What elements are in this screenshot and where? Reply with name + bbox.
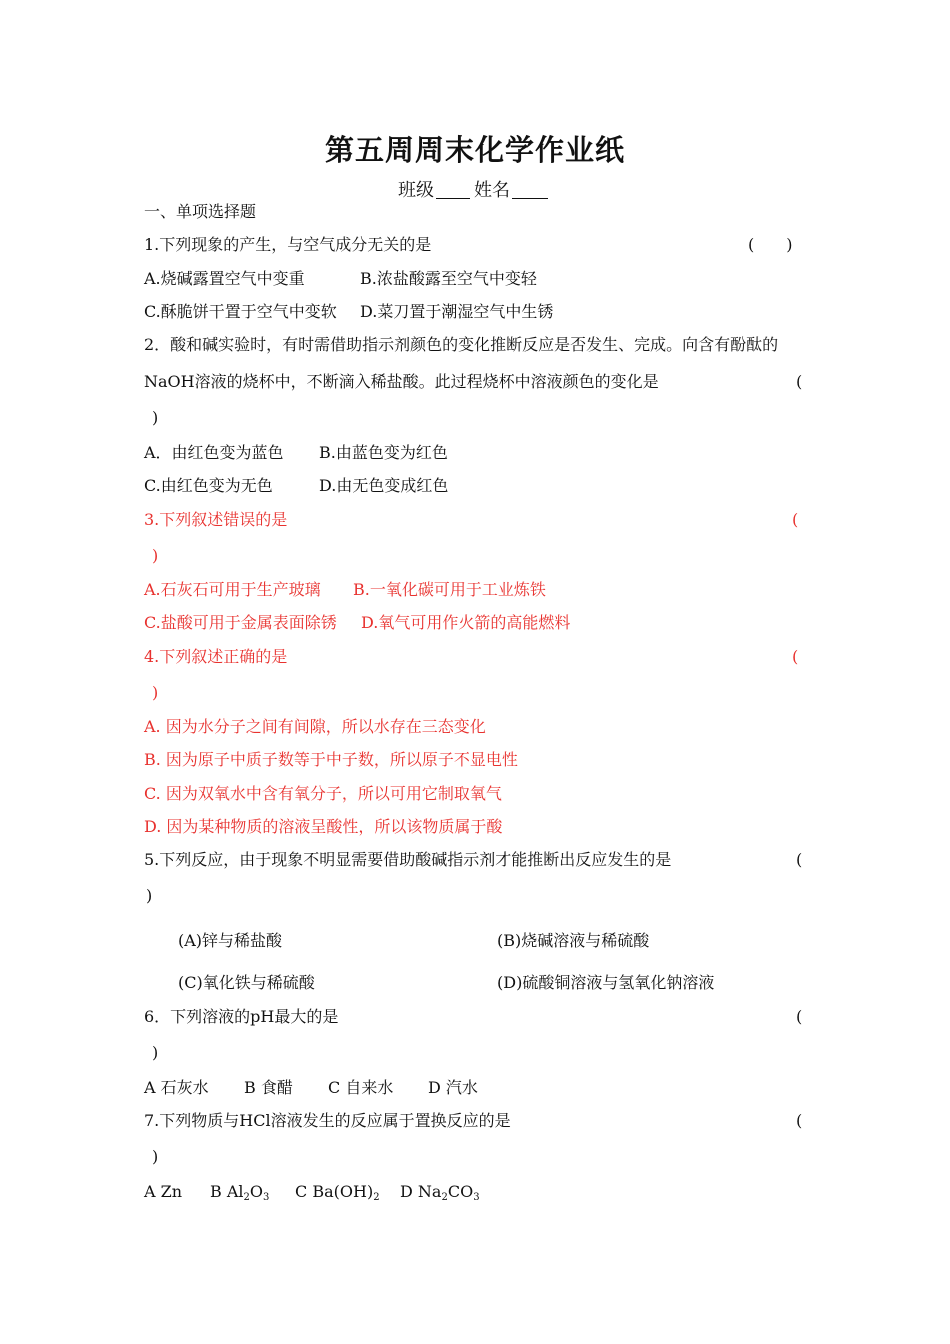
q2-option-d: D.由无色变成红色 <box>319 476 449 495</box>
q4-option-d: D. 因为某种物质的溶液呈酸性，所以该物质属于酸 <box>144 817 503 836</box>
q7-option-a: A Zn <box>144 1182 183 1201</box>
q1-stem: 1.下列现象的产生，与空气成分无关的是 <box>144 235 432 254</box>
q4-option-a: A. 因为水分子之间有间隙，所以水存在三态变化 <box>144 717 486 736</box>
q3-option-c: C.盐酸可用于金属表面除锈 <box>144 613 337 632</box>
q5-option-d: (D)硫酸铜溶液与氢氧化钠溶液 <box>497 973 715 992</box>
name-label: 姓名 <box>474 180 510 201</box>
class-label: 班级 <box>398 180 434 201</box>
q7-stem: 7.下列物质与HCl溶液发生的反应属于置换反应的是 <box>144 1111 511 1130</box>
q7-option-d-sub1: 2 <box>441 1192 448 1203</box>
q1-option-a: A.烧碱露置空气中变重 <box>144 269 305 288</box>
q6-paren-close: ) <box>152 1043 159 1062</box>
q2-stem-line2: NaOH溶液的烧杯中，不断滴入稀盐酸。此过程烧杯中溶液颜色的变化是 <box>144 372 659 391</box>
q4-paren-close: ) <box>152 683 159 702</box>
class-name-line <box>0 176 950 202</box>
q6-stem: 6．下列溶液的pH最大的是 <box>144 1007 339 1026</box>
q7-option-b-mid: O <box>249 1182 264 1201</box>
q7-option-c <box>295 1182 400 1208</box>
q1-option-c: C.酥脆饼干置于空气中变软 <box>144 302 337 321</box>
q7-paren-open[interactable]: ( <box>796 1111 803 1130</box>
q4-stem: 4.下列叙述正确的是 <box>144 647 288 666</box>
q3-option-a: A.石灰石可用于生产玻璃 <box>144 580 321 599</box>
section-heading: 一、单项选择题 <box>144 202 257 221</box>
q3-stem: 3.下列叙述错误的是 <box>144 510 288 529</box>
q4-option-b: B. 因为原子中质子数等于中子数，所以原子不显电性 <box>144 750 518 769</box>
q6-option-a: A 石灰水 <box>144 1078 209 1097</box>
q5-stem: 5.下列反应，由于现象不明显需要借助酸碱指示剂才能推断出反应发生的是 <box>144 850 672 869</box>
q5-paren-open[interactable]: ( <box>796 850 803 869</box>
class-blank[interactable] <box>436 180 470 199</box>
q6-paren-open[interactable]: ( <box>796 1007 803 1026</box>
q6-option-b: B 食醋 <box>244 1078 293 1097</box>
q7-paren-close: ) <box>152 1147 159 1166</box>
q7-option-d <box>400 1182 480 1208</box>
q5-option-a: (A)锌与稀盐酸 <box>178 931 283 950</box>
q3-option-d: D.氧气可用作火箭的高能燃料 <box>361 613 571 632</box>
q7-option-d-mid: CO <box>447 1182 474 1201</box>
q6-options-row <box>144 1078 478 1098</box>
q7-option-b <box>210 1182 295 1208</box>
q7-option-d-text: D Na <box>400 1182 442 1201</box>
q6-option-d: D 汽水 <box>428 1078 478 1097</box>
q2-paren-close: ) <box>152 408 159 427</box>
q2-options-row1 <box>144 443 448 463</box>
q7-options-row <box>144 1182 480 1208</box>
q2-stem-line1: 2．酸和碱实验时，有时需借助指示剂颜色的变化推断反应是否发生、完成。向含有酚酞的 <box>144 335 779 354</box>
q3-options-row2 <box>144 613 570 633</box>
q3-option-b: B.一氧化碳可用于工业炼铁 <box>353 580 546 599</box>
q7-option-d-sub2: 3 <box>473 1192 480 1203</box>
q7-option-b-sub2: 3 <box>263 1192 270 1203</box>
q1-option-d: D.菜刀置于潮湿空气中生锈 <box>360 302 554 321</box>
q5-paren-close: ) <box>146 886 153 905</box>
page-title: 第五周周末化学作业纸 <box>324 133 625 167</box>
q1-option-b: B.浓盐酸露至空气中变轻 <box>360 269 537 288</box>
q2-option-c: C.由红色变为无色 <box>144 476 273 495</box>
q7-option-c-text: C Ba(OH) <box>295 1182 374 1201</box>
q2-option-a: A．由红色变为蓝色 <box>144 443 284 462</box>
q5-option-b: (B)烧碱溶液与稀硫酸 <box>497 931 650 950</box>
q7-option-c-sub: 2 <box>373 1192 380 1203</box>
q2-paren-open[interactable]: ( <box>796 372 803 391</box>
q2-options-row2 <box>144 476 448 496</box>
q2-option-b: B.由蓝色变为红色 <box>319 443 448 462</box>
q7-option-b-sub1: 2 <box>243 1192 250 1203</box>
q5-option-c: (C)氧化铁与稀硫酸 <box>178 973 315 992</box>
q6-option-c: C 自来水 <box>328 1078 394 1097</box>
q4-paren-open[interactable]: ( <box>792 647 799 666</box>
q7-option-b-text: B Al <box>210 1182 244 1201</box>
q3-paren-open[interactable]: ( <box>792 510 799 529</box>
q1-answer-paren[interactable]: ( ) <box>748 235 793 254</box>
q4-option-c: C. 因为双氧水中含有氧分子，所以可用它制取氧气 <box>144 784 502 803</box>
q3-paren-close: ) <box>152 546 159 565</box>
name-blank[interactable] <box>512 180 548 199</box>
q1-options-row1 <box>144 269 537 289</box>
q1-options-row2 <box>144 302 553 322</box>
q3-options-row1 <box>144 580 546 600</box>
